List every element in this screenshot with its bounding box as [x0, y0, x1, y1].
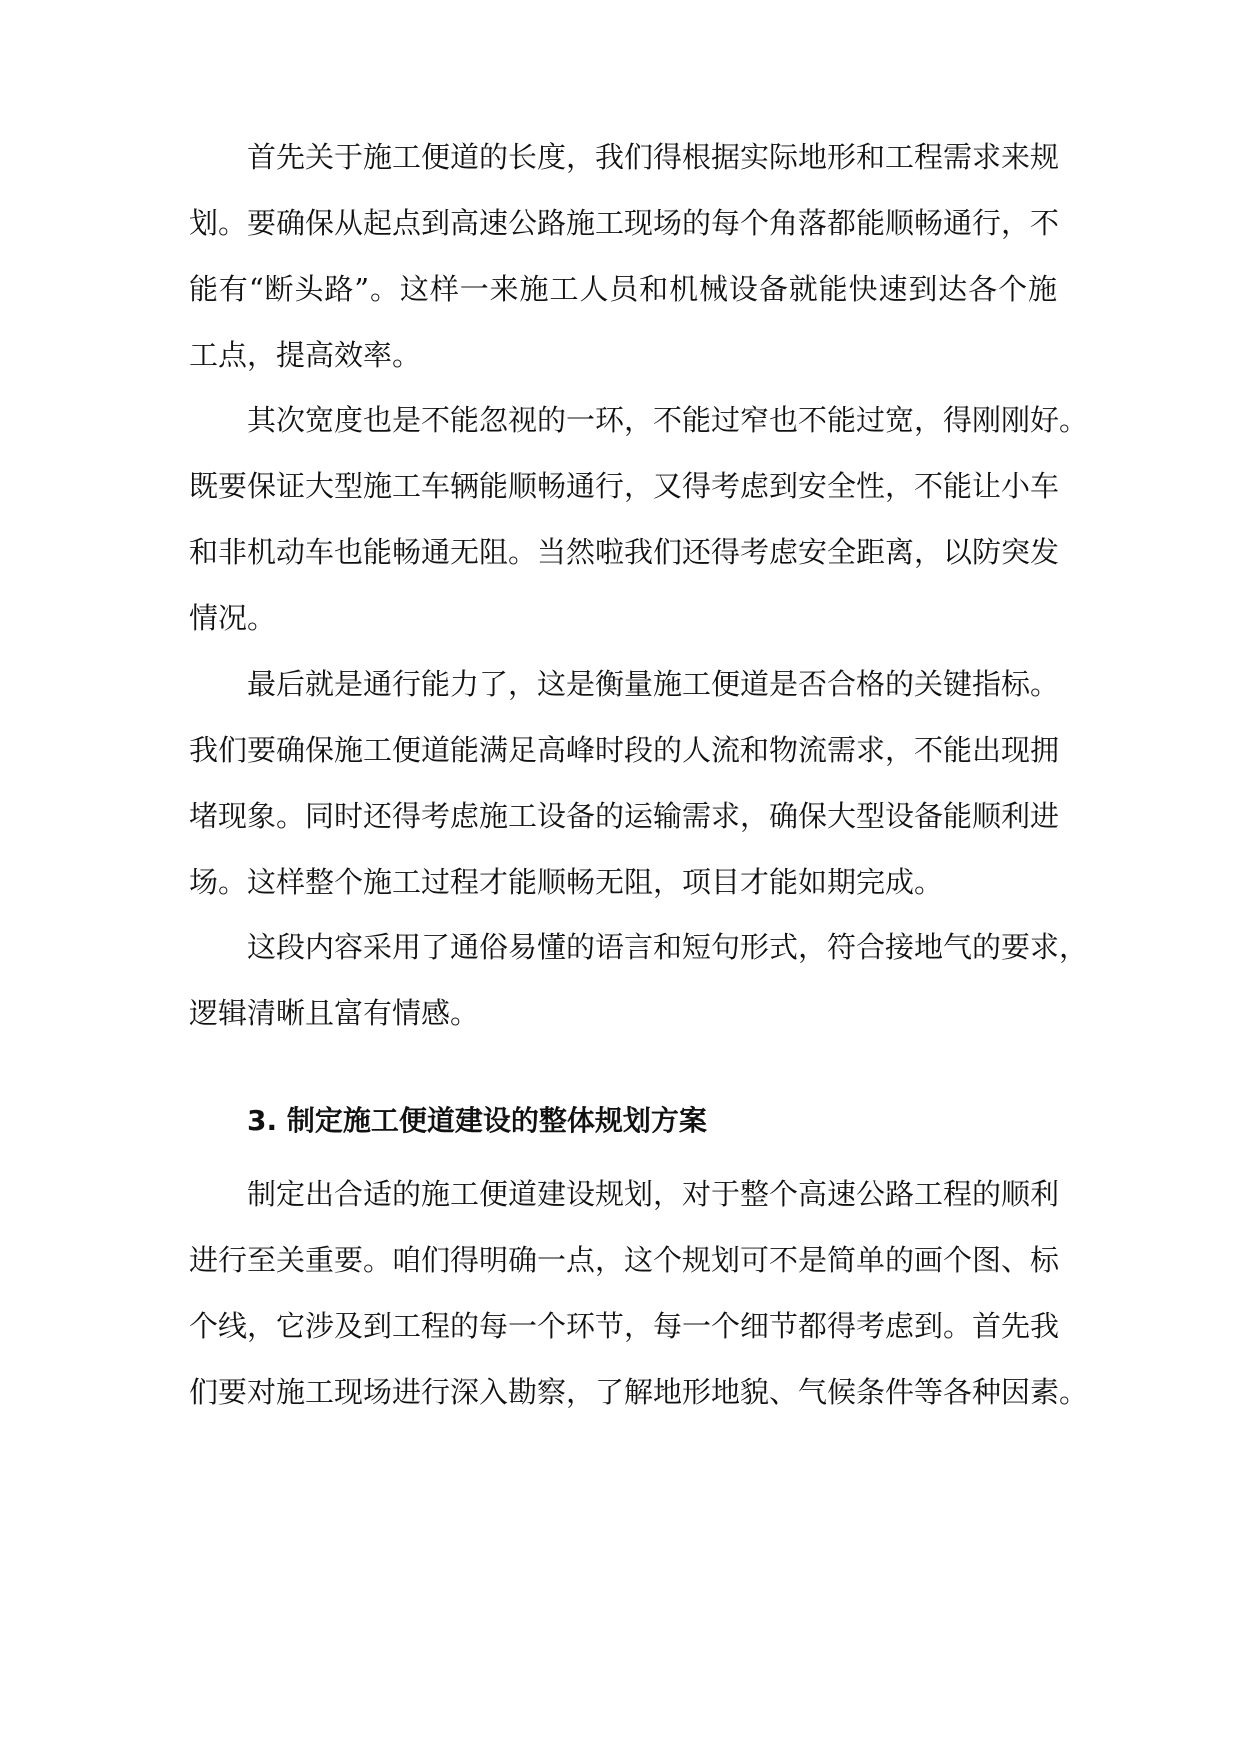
paragraph-line: 这段内容采用了通俗易懂的语言和短句形式，符合接地气的要求， — [247, 930, 1089, 964]
section-heading: 3. 制定施工便道建设的整体规划方案 — [247, 1104, 707, 1137]
paragraph-line: 个线，它涉及到工程的每一个环节，每一个细节都得考虑到。首先我 — [189, 1309, 1060, 1343]
paragraph-line: 们要对施工现场进行深入勘察，了解地形地貌、气候条件等各种因素。 — [189, 1375, 1089, 1409]
paragraph-line: 划。要确保从起点到高速公路施工现场的每个角落都能顺畅通行，不 — [189, 206, 1060, 240]
paragraph-line: 情况。 — [189, 601, 277, 635]
paragraph-line: 其次宽度也是不能忽视的一环，不能过窄也不能过宽，得刚刚好。 — [247, 403, 1089, 437]
paragraph-line: 既要保证大型施工车辆能顺畅通行，又得考虑到安全性，不能让小车 — [189, 469, 1060, 503]
paragraph-line: 制定出合适的施工便道建设规划，对于整个高速公路工程的顺利 — [247, 1177, 1060, 1211]
paragraph-line: 场。这样整个施工过程才能顺畅无阻，项目才能如期完成。 — [189, 865, 944, 899]
paragraph-line: 我们要确保施工便道能满足高峰时段的人流和物流需求，不能出现拥 — [189, 733, 1060, 767]
paragraph-line: 最后就是通行能力了，这是衡量施工便道是否合格的关键指标。 — [247, 667, 1060, 701]
paragraph-line: 首先关于施工便道的长度，我们得根据实际地形和工程需求来规 — [247, 140, 1060, 174]
paragraph-line: 工点，提高效率。 — [189, 338, 422, 372]
paragraph-line: 堵现象。同时还得考虑施工设备的运输需求，确保大型设备能顺利进 — [189, 799, 1060, 833]
paragraph-line: 能有“断头路”。这样一来施工人员和机械设备就能快速到达各个施 — [189, 272, 1057, 306]
paragraph-line: 逻辑清晰且富有情感。 — [189, 996, 480, 1030]
paragraph-line: 进行至关重要。咱们得明确一点，这个规划可不是简单的画个图、标 — [189, 1243, 1060, 1277]
paragraph-line: 和非机动车也能畅通无阻。当然啦我们还得考虑安全距离，以防突发 — [189, 535, 1060, 569]
